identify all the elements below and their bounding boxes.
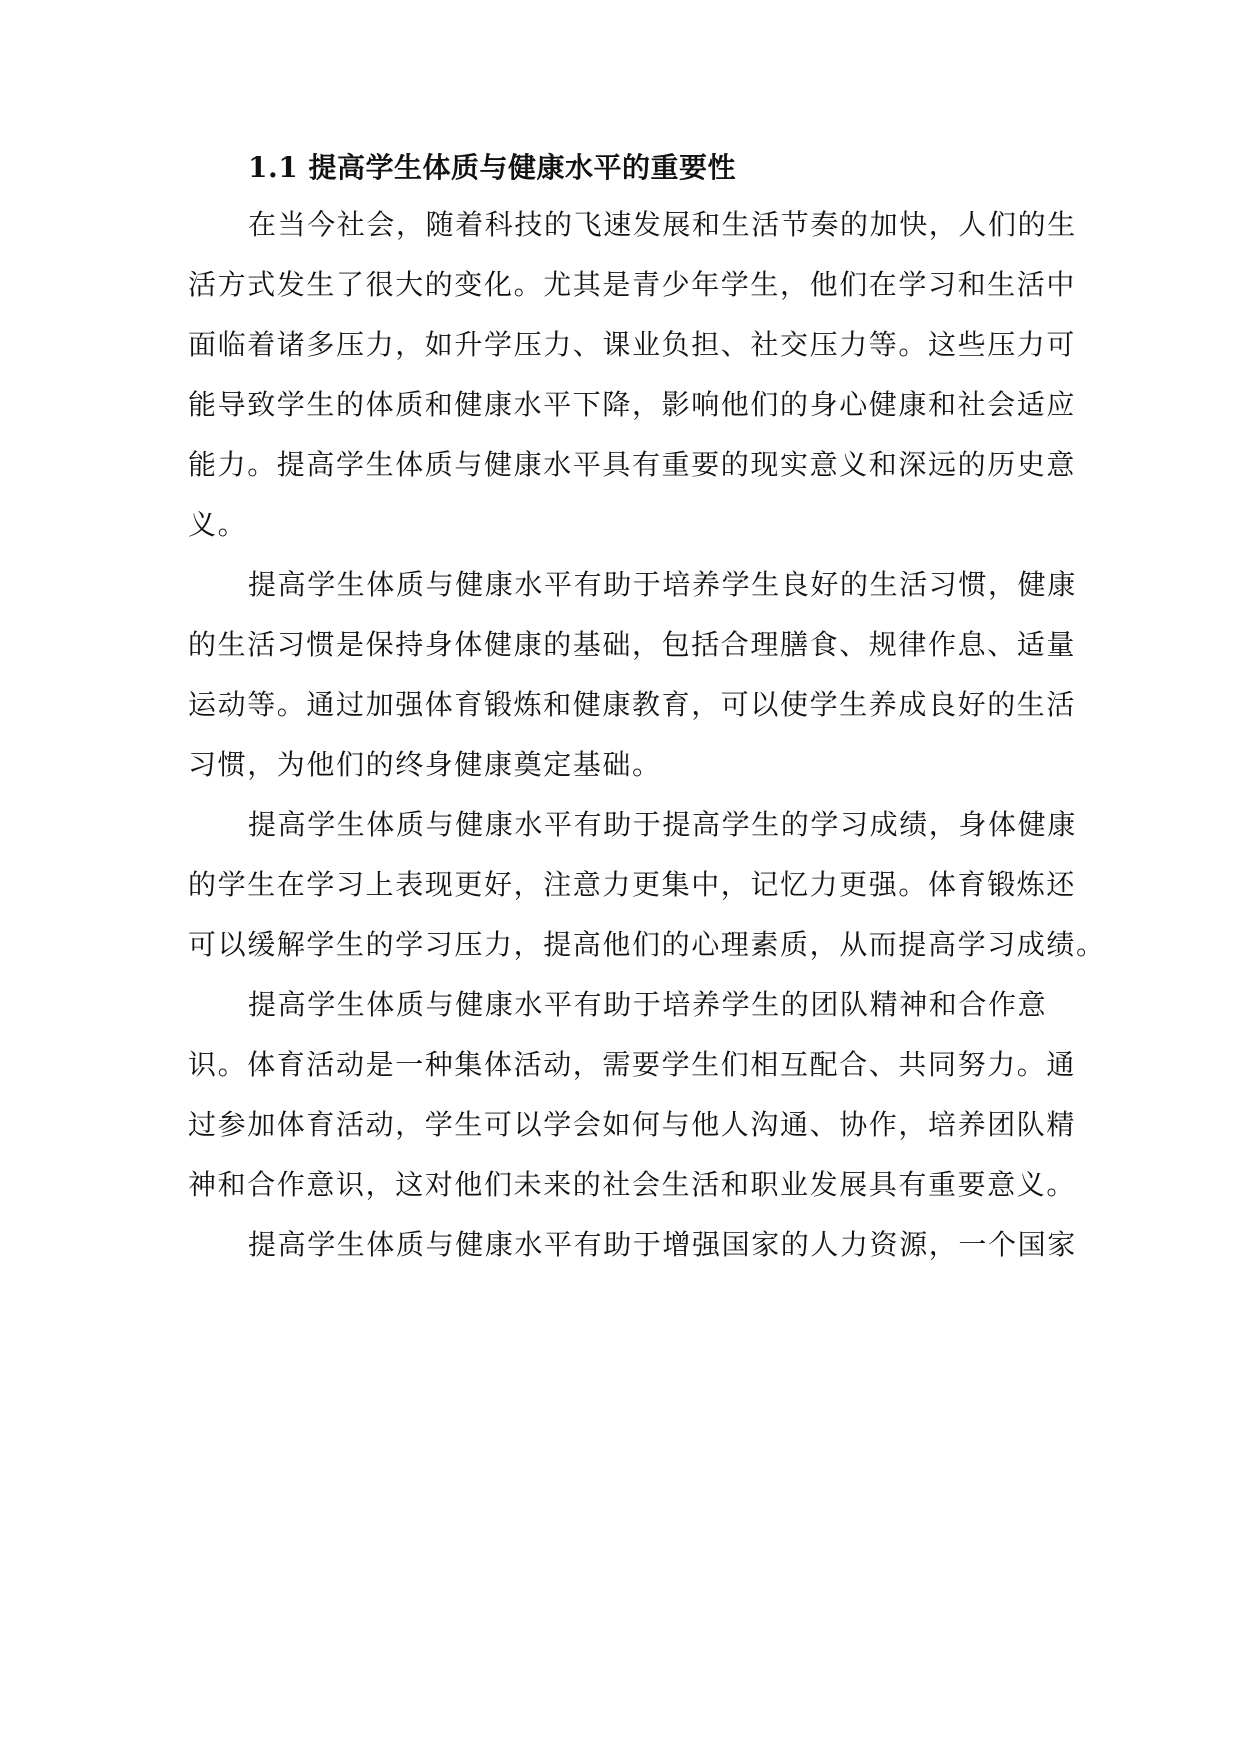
paragraph-line: 提高学生体质与健康水平有助于培养学生良好的生活习惯，健康: [248, 568, 1077, 601]
paragraph-line: 运动等。通过加强体育锻炼和健康教育，可以使学生养成良好的生活: [188, 688, 1077, 721]
paragraph-line: 提高学生体质与健康水平有助于培养学生的团队精神和合作意: [248, 988, 1048, 1021]
paragraph-line: 可以缓解学生的学习压力，提高他们的心理素质，从而提高学习成绩。: [188, 928, 1106, 961]
paragraph-line: 习惯，为他们的终身健康奠定基础。: [188, 748, 662, 781]
paragraph-line: 在当今社会，随着科技的飞速发展和生活节奏的加快，人们的生: [248, 208, 1077, 241]
paragraph-line: 能导致学生的体质和健康水平下降，影响他们的身心健康和社会适应: [188, 388, 1077, 421]
paragraph-line: 提高学生体质与健康水平有助于增强国家的人力资源，一个国家: [248, 1228, 1077, 1261]
section-heading: 1.1 提高学生体质与健康水平的重要性: [248, 151, 736, 184]
paragraph-line: 提高学生体质与健康水平有助于提高学生的学习成绩，身体健康: [248, 808, 1077, 841]
paragraph-line: 过参加体育活动，学生可以学会如何与他人沟通、协作，培养团队精: [188, 1108, 1077, 1141]
paragraph-line: 能力。提高学生体质与健康水平具有重要的现实意义和深远的历史意: [188, 448, 1077, 481]
paragraph-line: 面临着诸多压力，如升学压力、课业负担、社交压力等。这些压力可: [188, 328, 1077, 361]
paragraph-line: 活方式发生了很大的变化。尤其是青少年学生，他们在学习和生活中: [188, 268, 1077, 301]
paragraph-line: 义。: [188, 508, 248, 541]
paragraph-line: 识。体育活动是一种集体活动，需要学生们相互配合、共同努力。通: [188, 1048, 1077, 1081]
paragraph-line: 的学生在学习上表现更好，注意力更集中，记忆力更强。体育锻炼还: [188, 868, 1077, 901]
paragraph-line: 神和合作意识，这对他们未来的社会生活和职业发展具有重要意义。: [188, 1168, 1077, 1201]
paragraph-line: 的生活习惯是保持身体健康的基础，包括合理膳食、规律作息、适量: [188, 628, 1077, 661]
